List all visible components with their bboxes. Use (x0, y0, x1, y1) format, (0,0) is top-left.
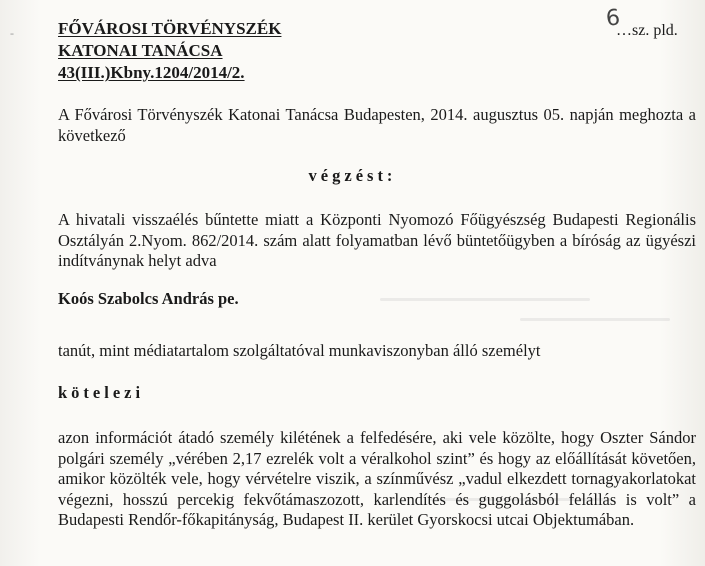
obliges-heading: kötelezi (58, 383, 145, 402)
court-name: FŐVÁROSI TÖRVÉNYSZÉK (58, 19, 282, 38)
basis-paragraph: A hivatali visszaélés bűntette miatt a Központi Nyomozó Főügyészség Budapesti Regionális Osztályán 2.Nyom. 862/2014. szám alatt folyamatban lévő büntetőügyben a bíróság az ügyészi indítványnak helyt adva (58, 210, 696, 270)
margin-mark: - (10, 26, 14, 40)
obligation-paragraph: azon információt átadó személy kilétének a felfedésére, aki vele közölte, hogy Oszter Sándor polgári személy „vérében 2,17 ezrelék volt a véralkohol szint” és hogy az előállítását követően, amikor közölték vele, hogy vérvételre viszik, a színművész „vadul elkezdett tornagyakorlatokat végezni, hosszú percekig fekvőtámaszozott, karlendítés és guggolásból felállás is volt” a Budapesti Rendőr-főkapitányság, Budapest II. kerület Gyorskocsi utcai Objektumában. (58, 428, 696, 529)
witness-description: tanút, mint médiatartalom szolgáltatóval munkaviszonyban álló személyt (58, 341, 541, 360)
scan-artifact (380, 298, 590, 301)
court-header (58, 18, 281, 84)
copy-number-suffix: …sz. pld. (616, 22, 678, 39)
council-name: KATONAI TANÁCSA (58, 41, 223, 60)
scan-artifact (520, 318, 670, 321)
case-number: 43(III.)Kbny.1204/2014/2. (58, 63, 245, 82)
person-name: Koós Szabolcs András pe. (58, 289, 239, 308)
decision-heading: végzést: (308, 166, 397, 185)
intro-paragraph: A Fővárosi Törvényszék Katonai Tanácsa Budapesten, 2014. augusztus 05. napján meghozta a következő (58, 105, 696, 145)
handwritten-copy-number: 6 (604, 5, 622, 32)
